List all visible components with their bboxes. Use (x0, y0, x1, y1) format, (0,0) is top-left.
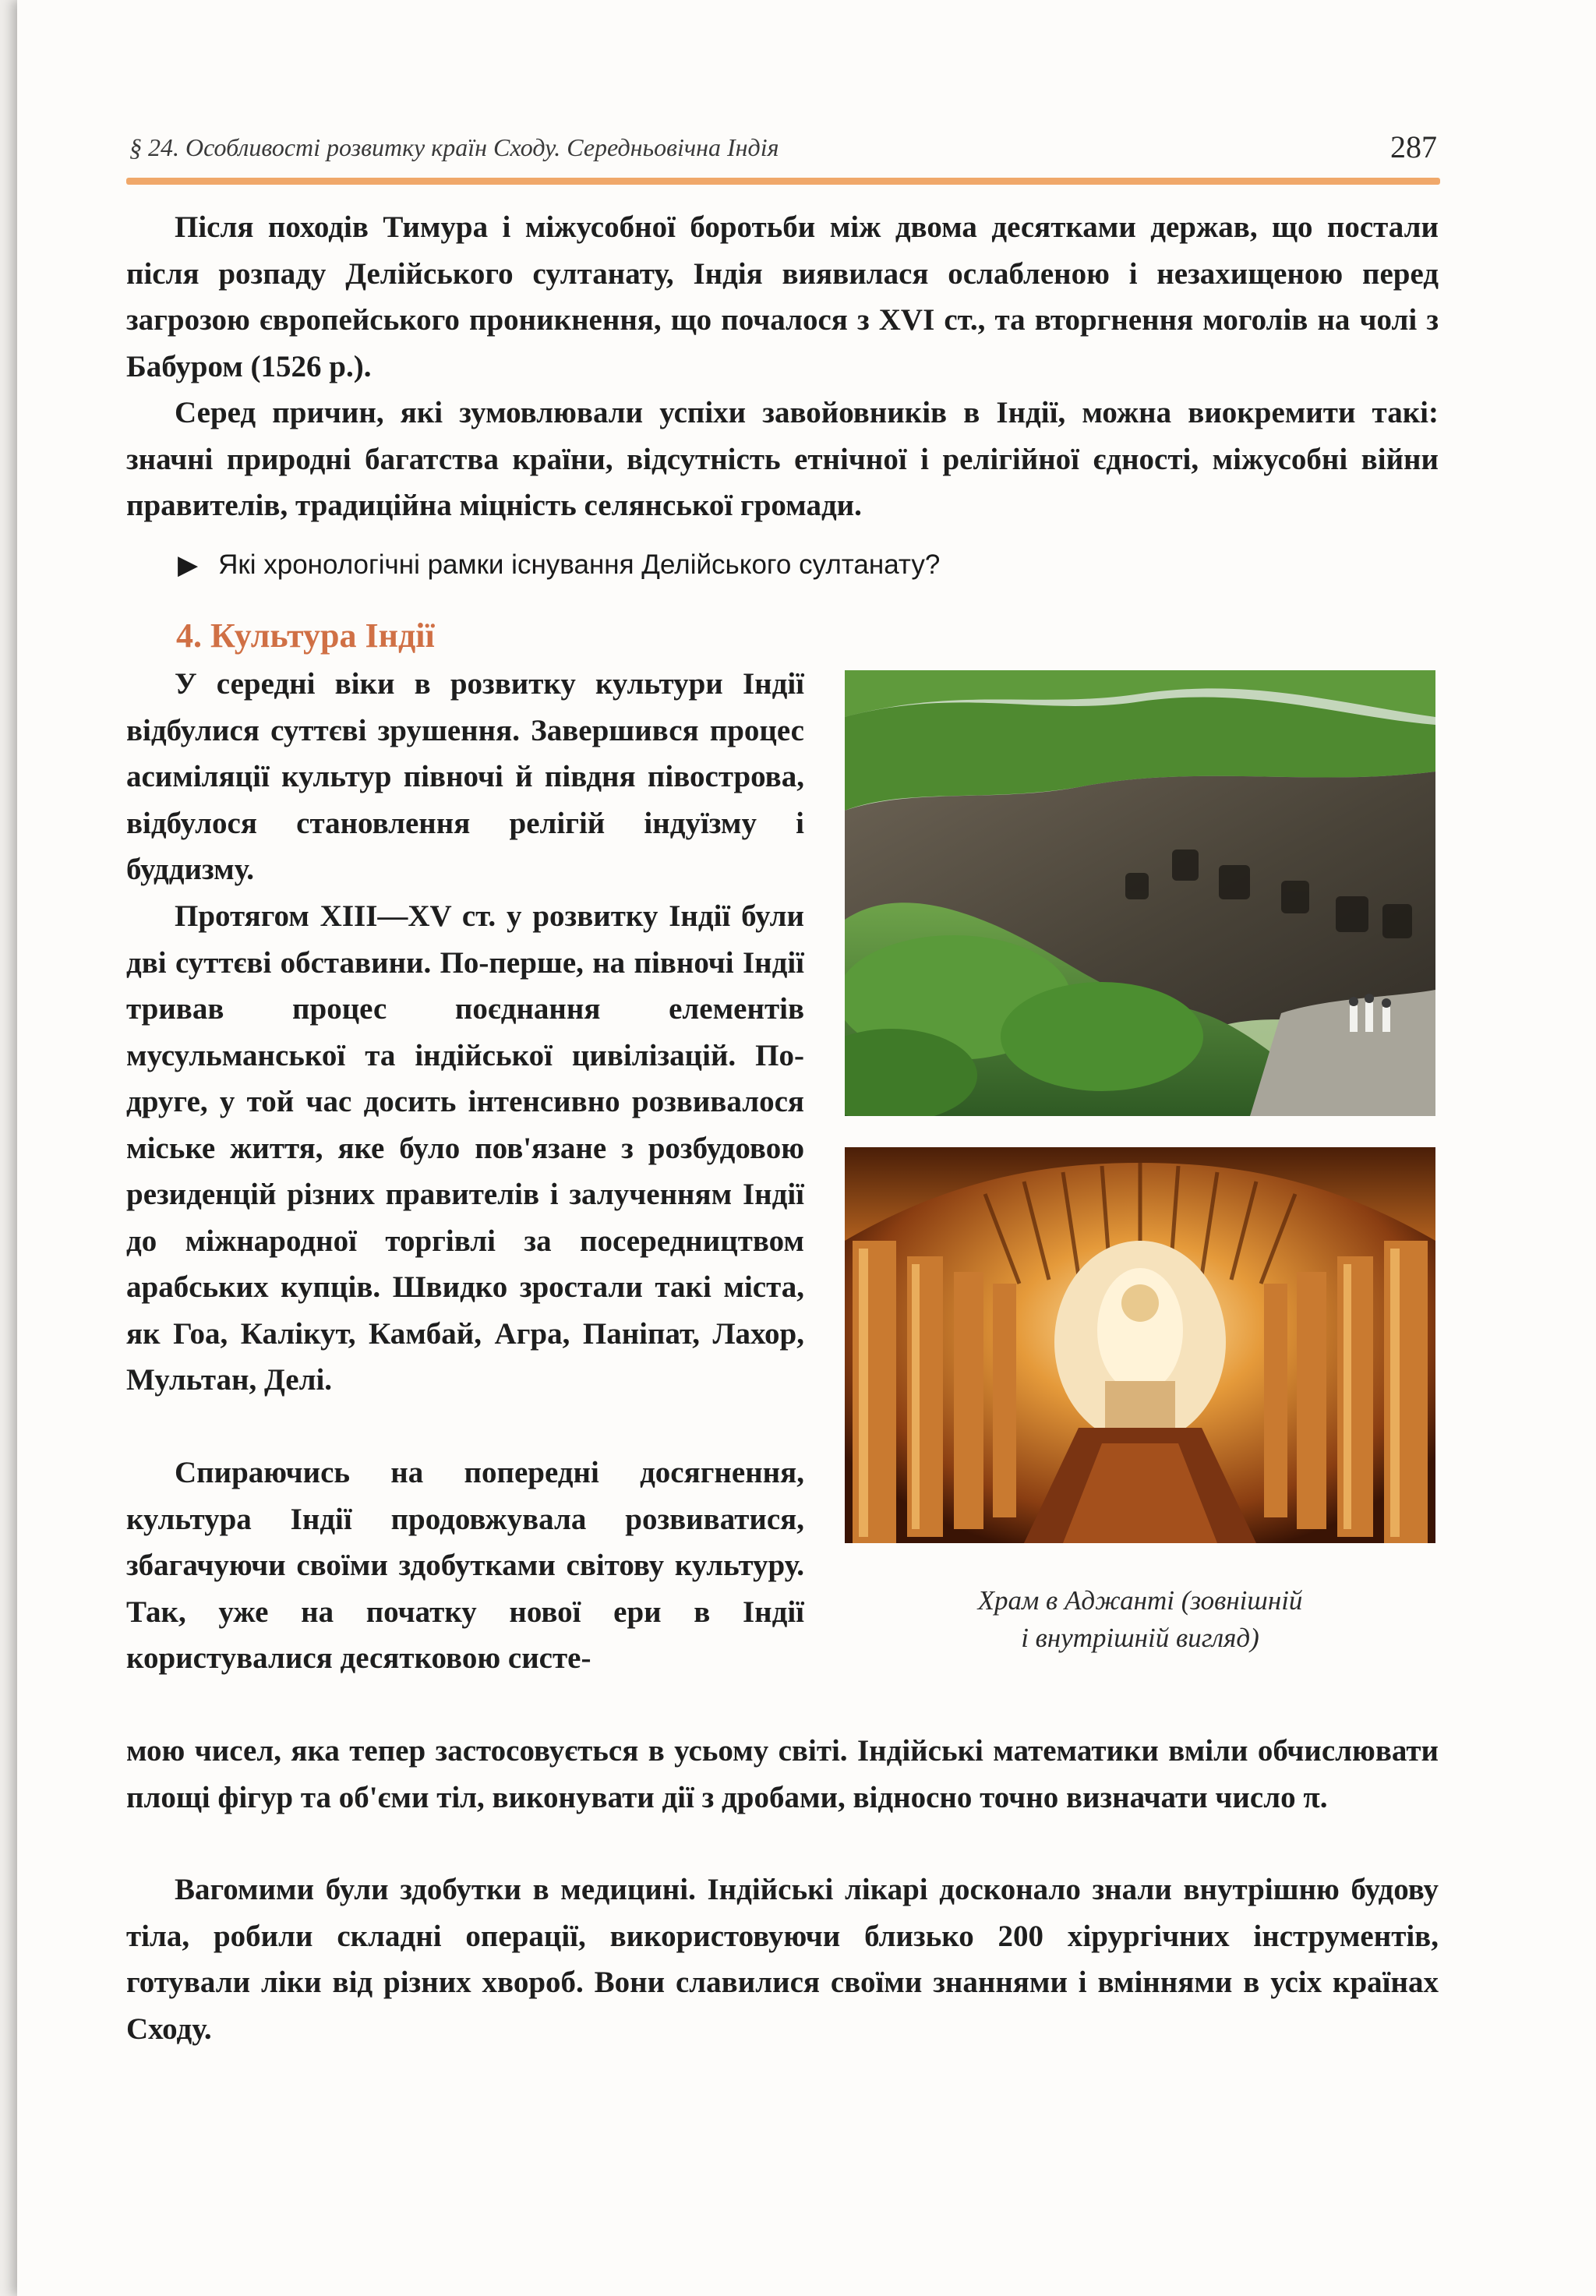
chapter-title: § 24. Особливості розвитку країн Сходу. Середньовічна Індія (129, 133, 779, 161)
paragraph-culture-intro: У середні віки в розвитку культури Індії відбулися суттєві зрушення. Завершився процес асиміляції культур півночі й півдня півострова, відбулося становлення релігій індуїзму і буддизму. (126, 667, 804, 886)
section-heading: 4. Культура Індії (176, 616, 435, 655)
paragraph-causes: Серед причин, які зумовлювали успіхи завойовників в Індії, можна виокремити такі: значні природні багатства країни, відсутність етнічної і релігійної єдності, міжусобні війни правителів, традиційна міцність селянської громади. (126, 396, 1439, 522)
paragraph-cities: Протягом XIII—XV ст. у розвитку Індії були дві суттєві обставини. По-перше, на півночі Індії тривав процес поєднання елементів мусульманської та індійської цивілізацій. По-друге, у той час досить інтенсивно розвивалося міське життя, яке було пов'язане з розбудовою резиденцій різних правителів і залученням Індії до міжнародної торгівлі за посередництвом арабських купців. Швидко зростали такі міста, як Гоа, Калікут, Камбай, Агра, Паніпат, Лахор, Мультан, Делі. (126, 899, 804, 1397)
ajanta-exterior-photo (845, 670, 1435, 1116)
figure-caption (845, 1582, 1435, 1657)
paragraph-medicine: Вагомими були здобутки в медицині. Індійські лікарі досконало знали внутрішню будову тіла, робили складні операції, використовуючи близько 200 хірургічних інструментів, готували ліки від різних хвороб. Вони славилися своїми знаннями і вміннями в усіх країнах Сходу. (126, 1873, 1439, 2046)
question-text: Які хронологічні рамки існування Делійського султанату? (218, 549, 941, 580)
running-header (114, 129, 1437, 175)
arrow-right-icon: ▶ (178, 549, 199, 581)
ajanta-interior-photo (845, 1147, 1435, 1543)
caption-line-1: Храм в Аджанті (зовнішній (977, 1585, 1303, 1616)
caption-line-2: і внутрішній вигляд) (1021, 1623, 1259, 1653)
page-number: 287 (1390, 129, 1437, 164)
header-divider (126, 178, 1440, 185)
paragraph-timur: Після походів Тимура і міжусобної боротьби між двома десятками держав, що постали після розпаду Делійського султанату, Індія виявилася ослабленою і незахищеною перед загрозою європейського проникнення, що почалося з XVI ст., та вторгнення моголів на чолі з Бабуром (1526 р.). (126, 210, 1439, 383)
paragraph-achievements-part1: Спираючись на попередні досягнення, культура Індії продовжувала розвиватися, збагачуючи своїми здобутками світову культуру. Так, уже на початку нової ери в Індії користувалися десятковою систе- (126, 1456, 804, 1675)
paragraph-achievements-part2: мою чисел, яка тепер застосовується в усьому світі. Індійські математики вміли обчислювати площі фігур та об'єми тіл, виконувати дії з дробами, відносно точно визначати число π. (126, 1734, 1439, 1814)
review-question (178, 543, 940, 587)
